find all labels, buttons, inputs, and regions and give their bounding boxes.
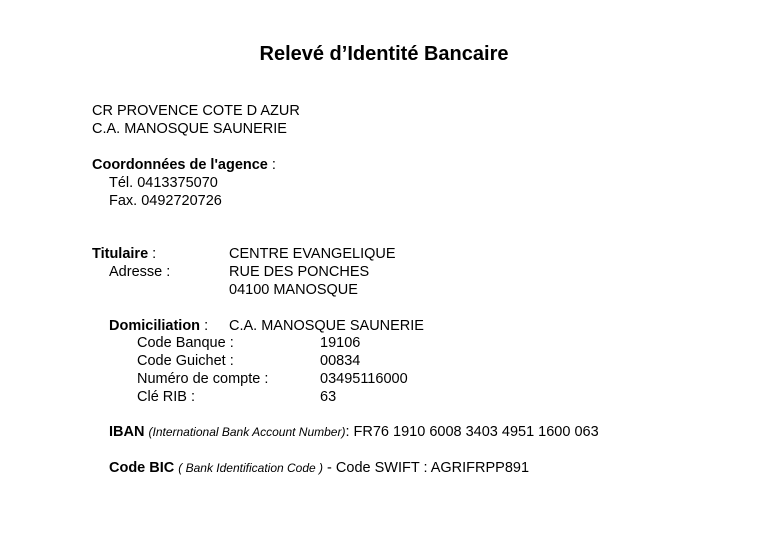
domiciliation-label-row (109, 317, 208, 335)
account-number-value: 03495116000 (320, 371, 408, 387)
domiciliation-label: Domiciliation (109, 318, 201, 334)
bic-note: ( Bank Identification Code ) (178, 461, 324, 475)
agency-heading (92, 156, 276, 174)
iban-value: FR76 1910 6008 3403 4951 1600 063 (349, 424, 599, 440)
document-title: Relevé d’Identité Bancaire (259, 43, 509, 65)
bank-name: CR PROVENCE COTE D AZUR (92, 103, 300, 119)
domiciliation-value: C.A. MANOSQUE SAUNERIE (229, 318, 424, 334)
holder-label-row (92, 245, 156, 263)
branch-code-value: 00834 (320, 353, 361, 369)
iban-note: (International Bank Account Number) (148, 425, 346, 439)
bic-row (109, 459, 529, 477)
bic-value: - Code SWIFT : AGRIFRPP891 (323, 460, 530, 476)
agency-phone: Tél. 0413375070 (109, 175, 218, 191)
bank-branch: C.A. MANOSQUE SAUNERIE (92, 121, 287, 137)
bank-code-label: Code Banque : (137, 335, 234, 351)
holder-name: CENTRE EVANGELIQUE (229, 246, 396, 262)
holder-separator: : (148, 246, 157, 262)
address-label: Adresse : (109, 264, 171, 280)
rib-key-label: Clé RIB : (137, 389, 196, 405)
iban-separator: : (345, 424, 350, 440)
account-number-label: Numéro de compte : (137, 371, 269, 387)
domiciliation-separator: : (200, 318, 209, 334)
address-line1: RUE DES PONCHES (229, 264, 370, 280)
agency-separator: : (267, 157, 276, 173)
iban-label: IBAN (109, 424, 145, 440)
bank-code-value: 19106 (320, 335, 361, 351)
bic-label: Code BIC (109, 460, 175, 476)
rib-key-value: 63 (320, 389, 337, 405)
agency-label: Coordonnées de l'agence (92, 157, 268, 173)
branch-code-label: Code Guichet : (137, 353, 234, 369)
holder-label: Titulaire (92, 246, 149, 262)
address-line2: 04100 MANOSQUE (229, 282, 358, 298)
agency-fax: Fax. 0492720726 (109, 193, 222, 209)
iban-row (109, 423, 599, 441)
